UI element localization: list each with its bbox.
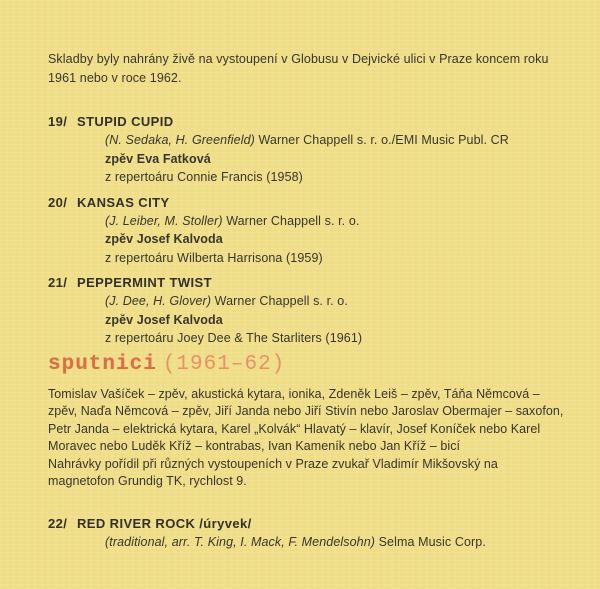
recording-note-text: Nahrávky pořídil při různých vystoupeních v Praze zvukař Vladimír Mikšovský na magnetofon Grundig TK, rychlost 9.: [48, 456, 498, 488]
track-item-20: [48, 194, 560, 268]
source-credit: z repertoáru Wilberta Harrisona (1959): [105, 250, 323, 265]
track-details: [105, 131, 560, 187]
credits-line: [105, 292, 560, 311]
credits-line: [105, 533, 560, 552]
track-number: 21/: [48, 275, 68, 290]
composer-credit: (N. Sedaka, H. Greenfield): [105, 133, 255, 147]
track-details: [105, 292, 560, 348]
band-section-heading: [48, 354, 560, 376]
track-details: [105, 212, 560, 268]
track-number: 19/: [48, 114, 68, 129]
publisher-credit: Selma Music Corp.: [375, 534, 486, 549]
track-title-line: [48, 274, 560, 292]
track-title-line: [48, 515, 560, 533]
track-number: 20/: [48, 194, 68, 210]
composer-credit: (J. Leiber, M. Stoller): [105, 213, 223, 228]
track-item-22: [48, 515, 560, 552]
source-credit: z repertoáru Joey Dee & The Starliters (1961): [105, 331, 363, 345]
track-title: KANSAS CITY: [77, 194, 170, 210]
publisher-credit: Warner Chappell s. r. o./EMI Music Publ. CR: [254, 133, 509, 147]
source-credit: z repertoáru Connie Francis (1958): [105, 170, 303, 184]
intro-text: Skladby byly nahrány živě na vystoupení v Globusu v Dejvické ulici v Praze koncem roku 1961 nebo v roce 1962.: [48, 52, 549, 85]
track-title-suffix: /úryvek/: [199, 515, 252, 531]
publisher-credit: Warner Chappell s. r. o.: [222, 213, 360, 228]
vocals-credit: zpěv Josef Kalvoda: [105, 232, 223, 246]
credits-line: [105, 212, 560, 231]
track-details: [105, 533, 560, 552]
vocals-credit: zpěv Eva Fatková: [105, 151, 211, 166]
credits-line: [105, 131, 560, 150]
band-paragraph: [48, 386, 566, 491]
vocals-credit: zpěv Josef Kalvoda: [105, 312, 223, 327]
band-years: (1961–62): [162, 352, 286, 376]
track-item-21: [48, 274, 560, 348]
track-title: PEPPERMINT TWIST: [77, 275, 212, 290]
track-item-19: [48, 113, 560, 187]
track-title: RED RIVER ROCK: [77, 515, 196, 531]
composer-credit: (traditional, arr. T. King, I. Mack, F. Mendelsohn): [105, 534, 376, 549]
track-title: STUPID CUPID: [77, 114, 174, 129]
track-number: 22/: [48, 515, 68, 531]
publisher-credit: Warner Chappell s. r. o.: [211, 294, 348, 308]
band-lineup-text: Tomislav Vašíček – zpěv, akustická kytara, ionika, Zdeněk Leiš – zpěv, Táňa Němcová – zpěv, Naďa Němcová – zpěv, Jiří Janda nebo Jiří Stivín nebo Jaroslav Obermajer – saxofon, Petr Janda – elektrická kytara, Karel „Kolvák“ Hlavatý – klavír, Josef Koníček nebo Karel Moravec nebo Luděk Kříž – kontrabas, Ivan Kameník nebo Jan Kříž – bicí: [48, 386, 564, 453]
track-title-line: [48, 113, 560, 131]
composer-credit: (J. Dee, H. Glover): [105, 294, 212, 308]
band-name: sputnici: [48, 352, 157, 376]
track-title-line: [48, 194, 560, 212]
